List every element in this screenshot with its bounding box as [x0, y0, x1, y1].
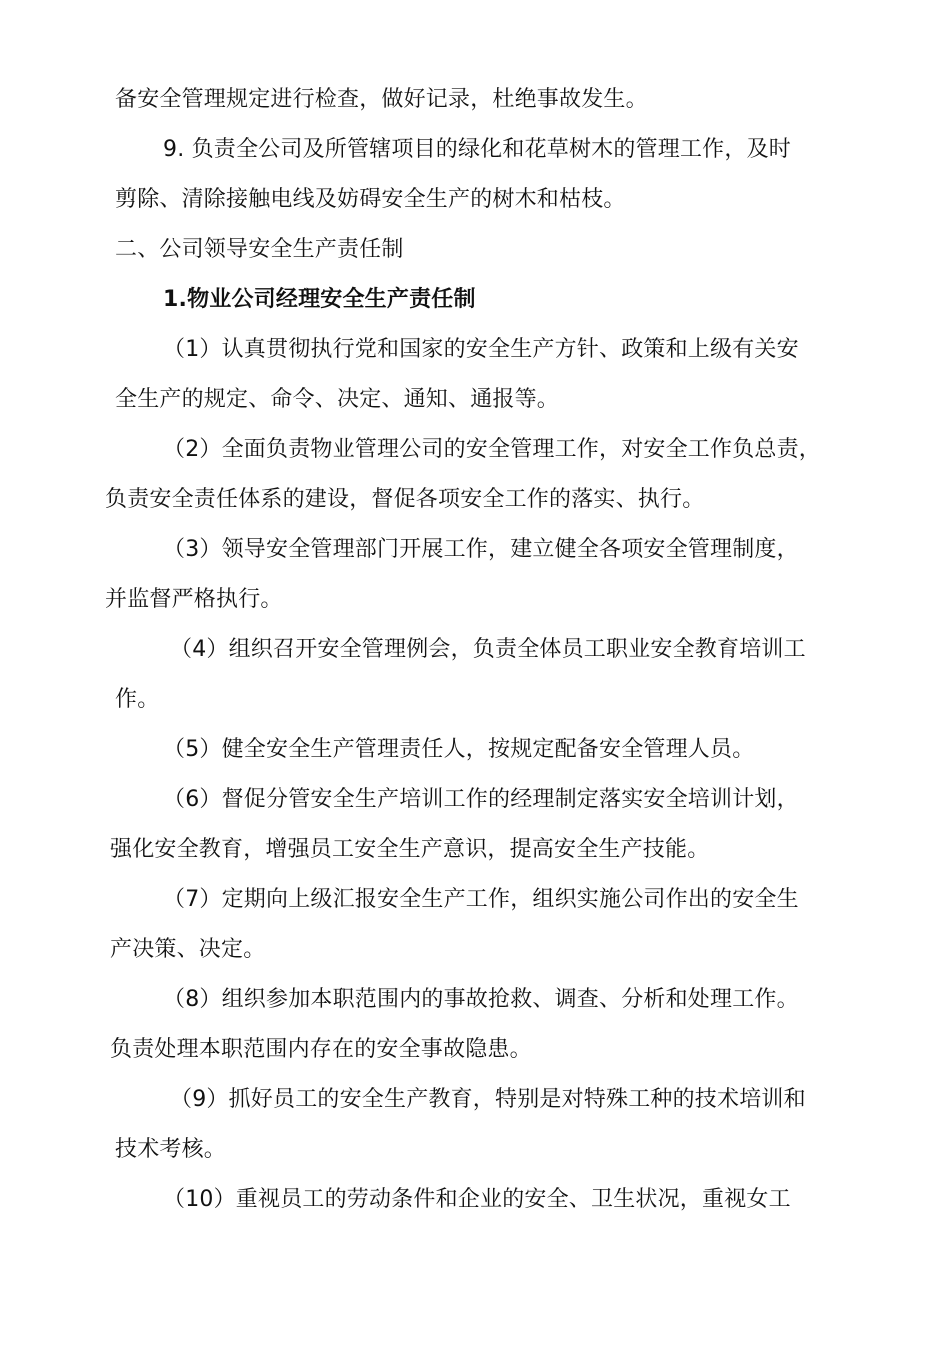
list-item-4: （4）组织召开安全管理例会，负责全体员工职业安全教育培训工 [170, 637, 806, 662]
list-item-7: （7）定期向上级汇报安全生产工作，组织实施公司作出的安全生 [163, 887, 799, 912]
list-item-5: （5）健全安全生产管理责任人，按规定配备安全管理人员。 [163, 737, 755, 762]
text-line: 剪除、清除接触电线及妨碍安全生产的树木和枯枝。 [115, 187, 626, 212]
text-line: 并监督严格执行。 [105, 587, 283, 612]
list-item-6: （6）督促分管安全生产培训工作的经理制定落实安全培训计划， [163, 787, 799, 812]
section-heading: 二、公司领导安全生产责任制 [115, 237, 404, 262]
list-item-3: （3）领导安全管理部门开展工作，建立健全各项安全管理制度， [163, 537, 799, 562]
text-line: 负责安全责任体系的建设，督促各项安全工作的落实、执行。 [105, 487, 705, 512]
list-item-8: （8）组织参加本职范围内的事故抢救、调查、分析和处理工作。 [163, 987, 799, 1012]
text-line: 技术考核。 [115, 1137, 227, 1162]
text-line: 负责处理本职范围内存在的安全事故隐患。 [110, 1037, 532, 1062]
text-line: 备安全管理规定进行检查，做好记录，杜绝事故发生。 [115, 87, 648, 112]
text-line: 作。 [115, 687, 160, 712]
text-line: 全生产的规定、命令、决定、通知、通报等。 [115, 387, 560, 412]
list-item-10: （10）重视员工的劳动条件和企业的安全、卫生状况，重视女工 [163, 1187, 791, 1212]
list-item-9: （9）抓好员工的安全生产教育，特别是对特殊工种的技术培训和 [170, 1087, 806, 1112]
list-item-2: （2）全面负责物业管理公司的安全管理工作，对安全工作负总责， [163, 437, 821, 462]
text-line: 强化安全教育，增强员工安全生产意识，提高安全生产技能。 [110, 837, 710, 862]
list-item-1: （1）认真贯彻执行党和国家的安全生产方针、政策和上级有关安 [163, 337, 799, 362]
text-line: 产决策、决定。 [110, 937, 266, 962]
subsection-heading: 1.物业公司经理安全生产责任制 [163, 287, 476, 312]
numbered-item-9: 9. 负责全公司及所管辖项目的绿化和花草树木的管理工作，及时 [163, 137, 791, 162]
